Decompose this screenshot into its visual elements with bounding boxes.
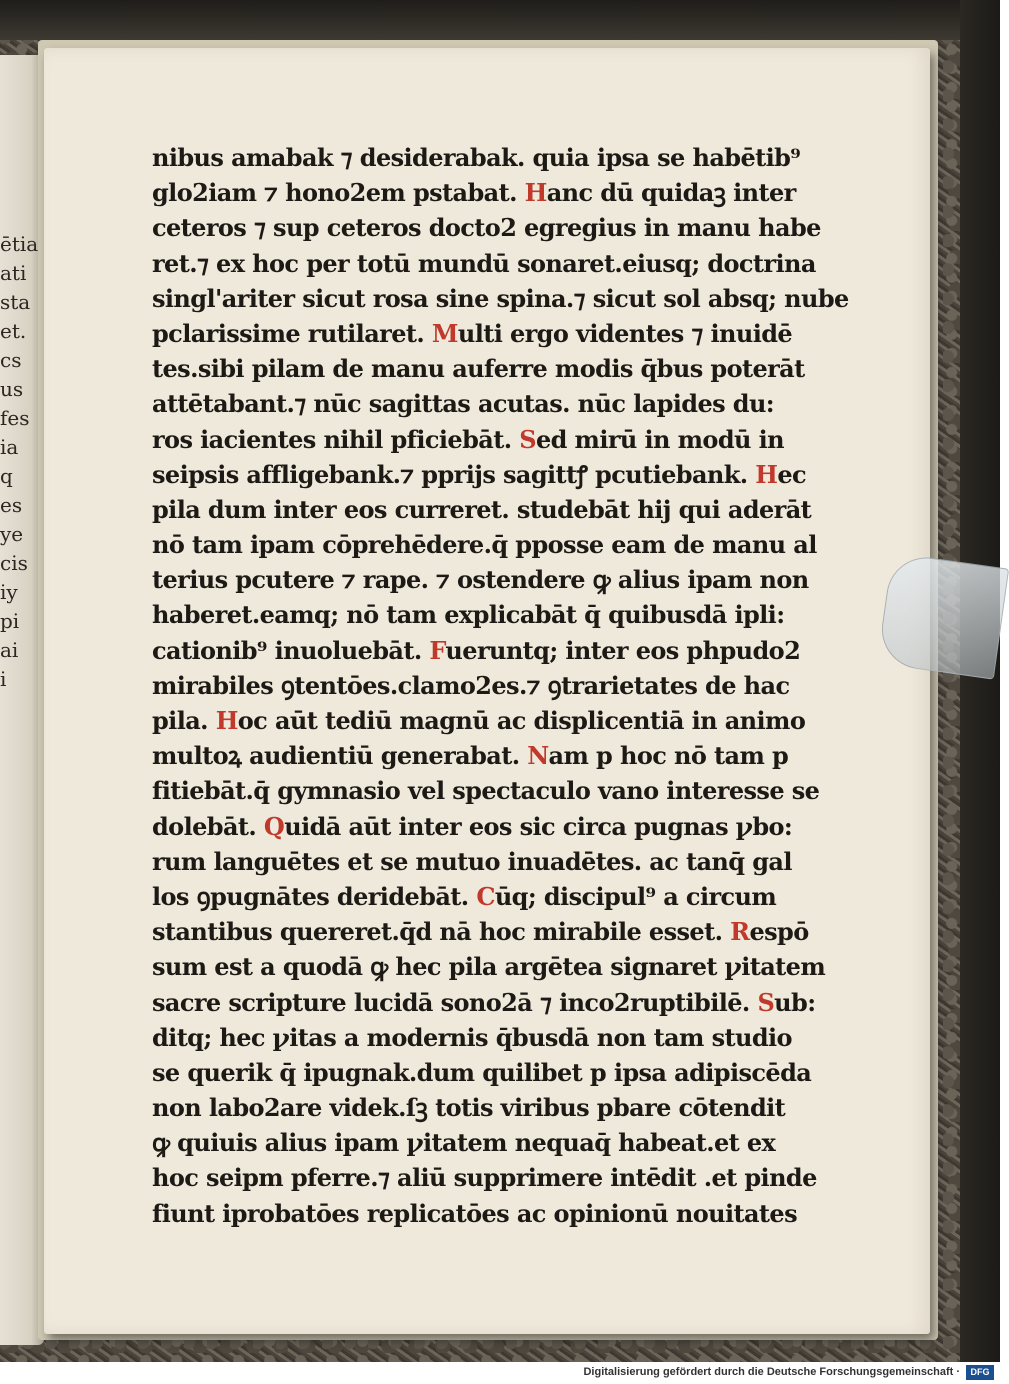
cover-right-edge xyxy=(960,0,1000,1362)
text-line xyxy=(152,985,816,1020)
text-segment: tes.sibi pilam de manu auferre modis q̄bus poterāt xyxy=(152,354,805,384)
left-page-text xyxy=(0,230,39,694)
text-segment: nibus amabak ⁊ desiderabak. quia ipsa se habētib⁹ xyxy=(152,143,801,172)
text-segment: non labo2are videk.ſꝫ totis viribus pbare cōtendit xyxy=(152,1093,786,1123)
text-line xyxy=(152,281,849,316)
text-segment: dolebāt. xyxy=(152,811,264,841)
text-line xyxy=(152,703,806,738)
text-segment: anc dū quidaꝫ inter xyxy=(546,178,796,208)
text-segment: ret.⁊ ex hoc per totū mundū sonaret.eiusq; doctrina xyxy=(152,248,816,278)
text-line xyxy=(152,1020,792,1055)
left-page-fragment: pi xyxy=(0,609,20,633)
left-page-fragment: es xyxy=(0,493,23,517)
text-line xyxy=(152,316,793,351)
text-segment: pila dum inter eos curreret. studebāt hij qui aderāt xyxy=(152,494,812,524)
text-line xyxy=(152,562,809,597)
plastic-clip xyxy=(877,552,1009,679)
left-page-fragment: et. xyxy=(0,319,27,343)
text-line xyxy=(152,597,785,632)
text-segment: ed mirū in modū in xyxy=(535,424,784,454)
text-segment: ec xyxy=(777,459,807,489)
rubricated-initial: F xyxy=(429,635,446,665)
cover-top-edge xyxy=(0,0,1000,40)
left-page-fragment: cs xyxy=(0,348,22,372)
left-page-fragment: ati xyxy=(0,261,27,285)
text-segment: sum est a quodā ꝙ hec pila argētea signaret ꝩitatem xyxy=(152,952,826,982)
text-line xyxy=(152,422,784,457)
text-segment: fitiebāt.q̄ gymnasio vel spectaculo vano interesse se xyxy=(152,776,820,806)
rubricated-initial: R xyxy=(730,917,750,947)
left-page-fragment: i xyxy=(0,667,7,691)
text-line xyxy=(152,351,805,386)
rubricated-initial: N xyxy=(527,741,549,771)
text-line xyxy=(152,386,775,421)
text-segment: oc aūt tediū magnū ac displicentiā in animo xyxy=(237,706,806,735)
text-line xyxy=(152,633,801,668)
text-line xyxy=(152,210,821,245)
text-segment: am p hoc nō tam p xyxy=(548,741,789,771)
left-page-fragment: us xyxy=(0,377,24,401)
text-segment: ueruntq; inter eos phpudo2 xyxy=(445,635,801,665)
left-page-fragment: sta xyxy=(0,290,31,314)
left-page-fragment: ai xyxy=(0,638,19,662)
text-line xyxy=(152,949,826,984)
text-segment: attētabant.⁊ nūc sagittas acutas. nūc lapides du: xyxy=(152,389,775,419)
text-line xyxy=(152,1160,817,1195)
rubricated-initial: H xyxy=(524,178,547,208)
rubricated-initial: C xyxy=(476,881,495,911)
text-segment: pila. xyxy=(152,706,216,735)
text-line xyxy=(152,809,793,844)
text-segment: ꝙ quiuis alius ipam ꝩitatem nequaq̄ habeat.et ex xyxy=(152,1128,776,1158)
text-segment: ub: xyxy=(774,987,816,1017)
text-segment: stantibus quereret.q̄d nā hoc mirabile esset. xyxy=(152,917,731,947)
text-segment: sacre scripture lucidā sono2ā ⁊ inco2ruptibilē. xyxy=(152,987,758,1017)
text-segment: rum languētes et se mutuo inuadētes. ac tanq̄ gal xyxy=(152,846,792,876)
left-page-fragment: cis xyxy=(0,551,28,575)
left-page-fragment: iy xyxy=(0,580,18,604)
text-segment: hoc seipm pferre.⁊ aliū supprimere intēdit .et pinde xyxy=(152,1163,817,1193)
left-page-fragment: q xyxy=(0,464,13,488)
text-segment: terius pcutere ⁊ rape. ⁊ ostendere ꝙ alius ipam non xyxy=(152,565,809,595)
text-segment: ulti ergo videntes ⁊ inuidē xyxy=(457,318,793,348)
text-line xyxy=(152,175,796,210)
text-line xyxy=(152,1055,812,1090)
text-line xyxy=(152,527,817,562)
left-page-fragment: ye xyxy=(0,522,24,546)
rubricated-initial: M xyxy=(431,318,458,348)
text-segment: multoꝝ audientiū generabat. xyxy=(152,741,528,771)
text-segment: pclarissime rutilaret. xyxy=(152,318,432,348)
rubricated-initial: Q xyxy=(263,811,285,841)
rubricated-initial: H xyxy=(215,706,238,735)
text-line xyxy=(152,457,807,492)
footer-bar xyxy=(0,1362,1000,1384)
text-segment: glo2iam ⁊ hono2em pstabat. xyxy=(152,178,525,208)
text-segment: ūq; discipul⁹ a circum xyxy=(494,881,777,911)
text-line xyxy=(152,773,820,808)
left-page-fragment: ētia xyxy=(0,232,39,256)
text-line xyxy=(152,140,801,175)
text-line xyxy=(152,1090,786,1125)
text-segment: ceteros ⁊ sup ceteros docto2 egregius in manu habe xyxy=(152,213,821,243)
text-segment: nō tam ipam cōprehēdere.q̄ pposse eam de manu al xyxy=(152,530,817,560)
text-segment: mirabiles ꝯtentōes.clamo2es.⁊ ꝯtrarietates de hac xyxy=(152,670,790,700)
text-segment: espō xyxy=(749,917,809,947)
text-line xyxy=(152,246,816,281)
text-segment: singl'ariter sicut rosa sine spina.⁊ sicut sol absq; nube xyxy=(152,283,849,313)
text-segment: haberet.eamq; nō tam explicabāt q̄ quibusdā ipli: xyxy=(152,600,785,630)
text-segment: los ꝯpugnātes deridebāt. xyxy=(152,881,477,911)
text-line xyxy=(152,879,777,914)
text-line xyxy=(152,492,812,527)
left-page-fragment: fes xyxy=(0,406,30,430)
text-line xyxy=(152,844,792,879)
footer-credit: Digitalisierung gefördert durch die Deutsche Forschungsgemeinschaft · xyxy=(583,1366,960,1378)
text-line xyxy=(152,738,789,773)
left-page-fragment: ia xyxy=(0,435,19,459)
page-text xyxy=(152,140,849,1231)
rubricated-initial: H xyxy=(755,459,778,489)
text-line xyxy=(152,1125,776,1160)
dfg-logo: DFG xyxy=(966,1365,994,1380)
rubricated-initial: S xyxy=(757,987,775,1017)
text-line xyxy=(152,1196,798,1231)
text-segment: se querik q̄ ipugnak.dum quilibet p ipsa adipiscēda xyxy=(152,1057,812,1087)
rubricated-initial: S xyxy=(519,424,536,454)
text-segment: fiunt iprobatōes replicatōes ac opinionū nouitates xyxy=(152,1198,798,1228)
text-line xyxy=(152,668,790,703)
text-segment: seipsis affligebank.⁊ pprijs sagittꝭ pcutiebank. xyxy=(152,459,756,489)
text-segment: ros iacientes nihil pficiebāt. xyxy=(152,424,520,454)
text-line xyxy=(152,914,809,949)
text-segment: cationib⁹ inuoluebāt. xyxy=(152,635,430,665)
text-segment: ditq; hec ꝩitas a modernis q̄busdā non tam studio xyxy=(152,1022,792,1052)
text-segment: uidā aūt inter eos sic circa pugnas ꝩbo: xyxy=(284,811,793,841)
